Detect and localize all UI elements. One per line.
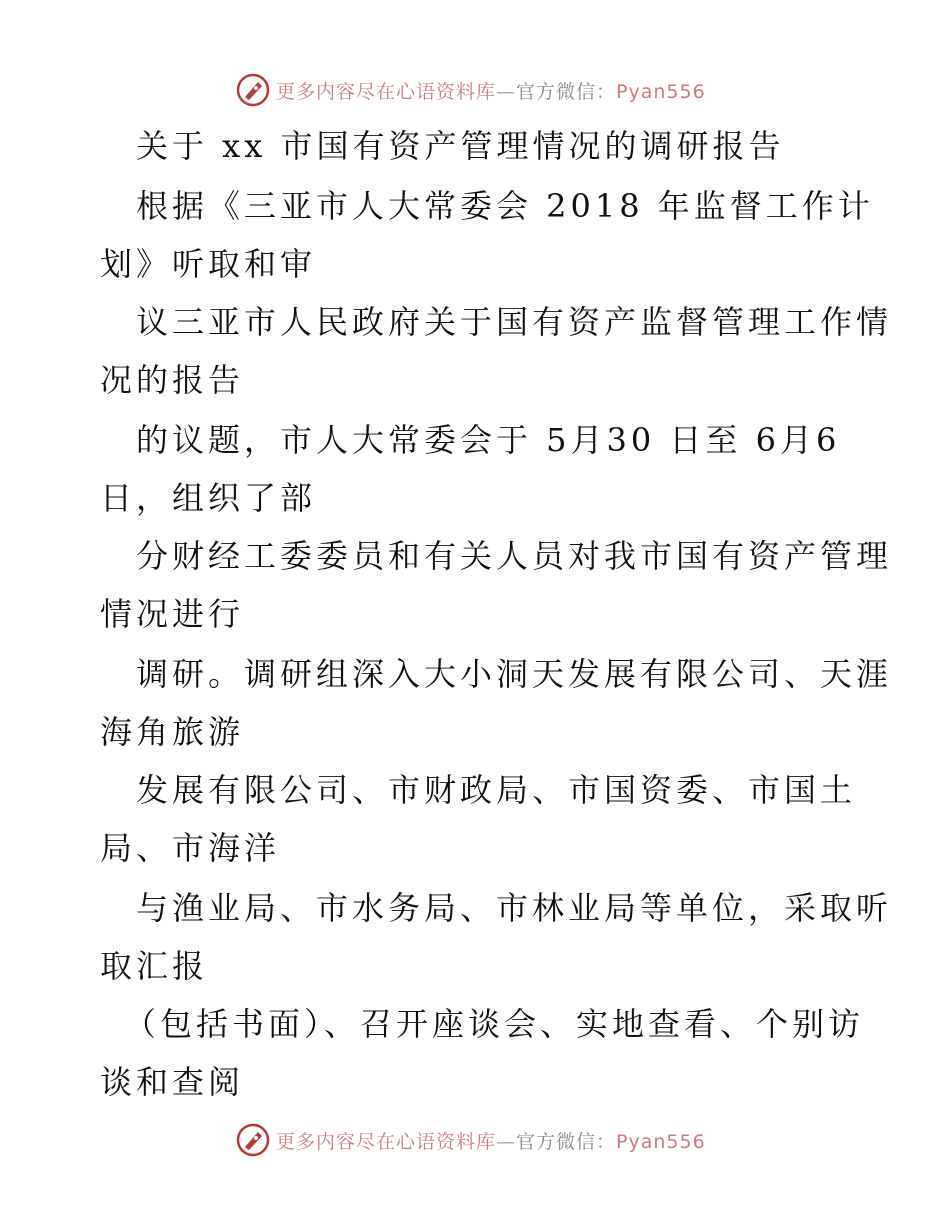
paragraph-line: 的议题，市人大常委会于 5月30 日至 6月6 bbox=[136, 421, 841, 459]
pen-nib-logo-icon bbox=[236, 1123, 270, 1157]
paragraph-line: 与渔业局、市水务局、市林业局等单位，采取听 bbox=[136, 889, 893, 927]
paragraph-line: 日，组织了部 bbox=[100, 479, 317, 517]
watermark-id: Pyan556 bbox=[616, 80, 706, 103]
watermark-id: Pyan556 bbox=[616, 1130, 706, 1153]
watermark-separator: — bbox=[496, 1130, 517, 1153]
paragraph-line: 发展有限公司、市财政局、市国资委、市国土 bbox=[136, 771, 857, 809]
document-title: 关于 xx 市国有资产管理情况的调研报告 bbox=[136, 127, 785, 165]
paragraph-line: 海角旅游 bbox=[100, 713, 245, 751]
paragraph-line: 划》听取和审 bbox=[100, 245, 317, 283]
paragraph-line: （包括书面）、召开座谈会、实地查看、个别访 bbox=[124, 1005, 865, 1043]
watermark-brand: 更多内容尽在心语资料库 bbox=[276, 80, 497, 103]
paragraph-line: 分财经工委委员和有关人员对我市国有资产管理 bbox=[136, 537, 893, 575]
paragraph-line: 局、市海洋 bbox=[100, 829, 281, 867]
paragraph-line: 调研。调研组深入大小洞天发展有限公司、天涯 bbox=[136, 655, 893, 693]
watermark-separator: — bbox=[496, 80, 517, 103]
watermark-label: 官方微信： bbox=[516, 80, 617, 103]
paragraph-line: 谈和查阅 bbox=[100, 1063, 245, 1101]
watermark-brand: 更多内容尽在心语资料库 bbox=[276, 1130, 497, 1153]
paragraph-line: 议三亚市人民政府关于国有资产监督管理工作情 bbox=[136, 303, 893, 341]
pen-nib-logo-icon bbox=[236, 73, 270, 107]
paragraph-line: 情况进行 bbox=[100, 595, 245, 633]
watermark-text bbox=[276, 1127, 706, 1154]
watermark-header bbox=[236, 70, 706, 110]
watermark-label: 官方微信： bbox=[516, 1130, 617, 1153]
paragraph-line: 根据《三亚市人大常委会 2018 年监督工作计 bbox=[136, 187, 874, 225]
watermark-footer bbox=[236, 1120, 706, 1160]
paragraph-line: 取汇报 bbox=[100, 947, 209, 985]
watermark-text bbox=[276, 77, 706, 104]
paragraph-line: 况的报告 bbox=[100, 361, 245, 399]
